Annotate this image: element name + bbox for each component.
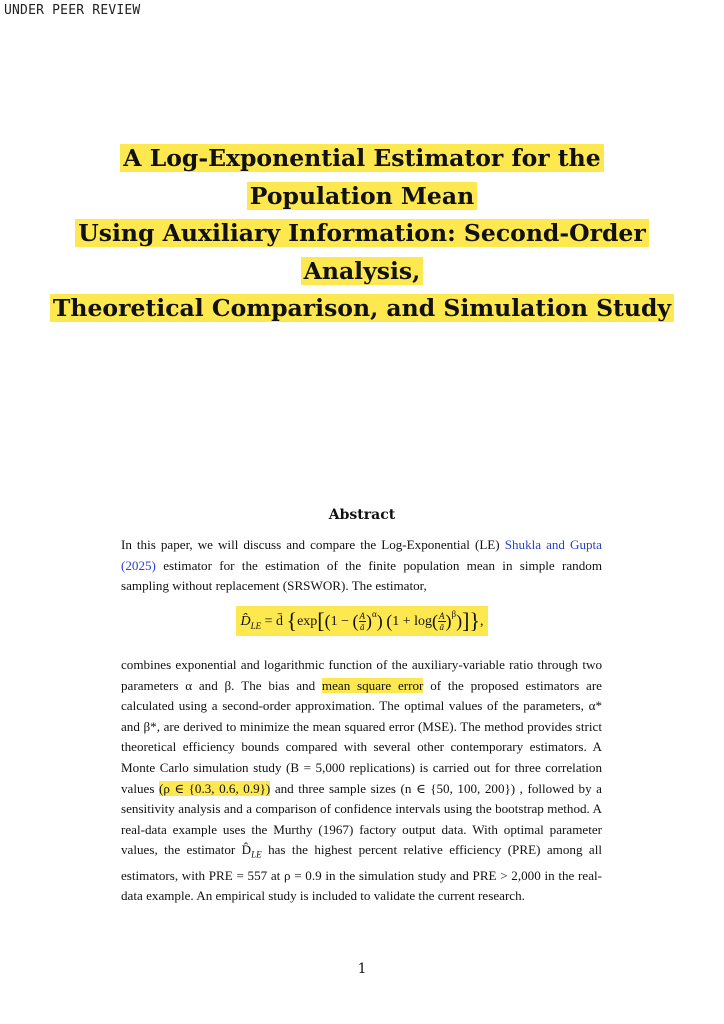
highlight-mse: mean square error	[321, 677, 424, 693]
title-line-2: Population Mean	[40, 178, 684, 216]
citation-link[interactable]: Shukla and Gupta (2025)	[121, 537, 602, 573]
fraction-1: $\frac{A}{ā}$	[359, 611, 366, 633]
review-watermark: UNDER PEER REVIEW	[4, 3, 141, 18]
paper-title	[40, 140, 684, 328]
title-line-3: Using Auxiliary Information: Second-Order	[40, 215, 684, 253]
page-number: 1	[357, 961, 367, 977]
abstract-paragraph-2: combines exponential and logarithmic function of the auxiliary-variable ratio through two parameters α and β. The bias and mean square error of the proposed estimators are calculated using a second-order approximation. The optimal values of the parameters, α* and β*, are derived to minimize the mean squared error (MSE). The method provides strict theoretical efficiency bounds compared with several other contemporary estimators. A Monte Carlo simulation study (B = 5,000 replications) is carried out for three correlation values (ρ ∈ {0.3, 0.6, 0.9}) and three sample sizes (n ∈ {50, 100, 200}) , followed by a sensitivity analysis and a comparison of confidence intervals using the bootstrap method. A real-data example uses the Murthy (1967) factory output data. With optimal parameter values, the estimator $D̂_{LE}$ has the highest percent relative efficiency (PRE) among all estimators, with PRE = 557 at ρ = 0.9 in the simulation study and PRE > 2,000 in the real-data example. An empirical study is included to validate the current research.	[121, 657, 602, 904]
title-line-5: Theoretical Comparison, and Simulation Study	[40, 290, 684, 328]
abstract-heading: Abstract	[328, 507, 396, 523]
formula-highlight: $D̂_{LE}$ = d̄ {exp[(1 − ( $\frac{A}{ā}$ )$^\alpha$) (1 + log( $\frac{A}{ā}$ )$^\beta$)]},	[236, 606, 487, 636]
estimator-formula	[0, 606, 724, 636]
highlight-rho: (ρ ∈ {0.3, 0.6, 0.9})	[158, 780, 271, 796]
title-line-1: A Log-Exponential Estimator for the	[40, 140, 684, 178]
abstract-paragraph-1: In this paper, we will discuss and compare the Log-Exponential (LE) Shukla and Gupta (2025) estimator for the estimation of the finite population mean in simple random sampling without replacement (SRSWOR). The estimator,	[121, 537, 602, 594]
fraction-2: $\frac{A}{ā}$	[439, 611, 445, 633]
title-line-4: Analysis,	[40, 253, 684, 291]
